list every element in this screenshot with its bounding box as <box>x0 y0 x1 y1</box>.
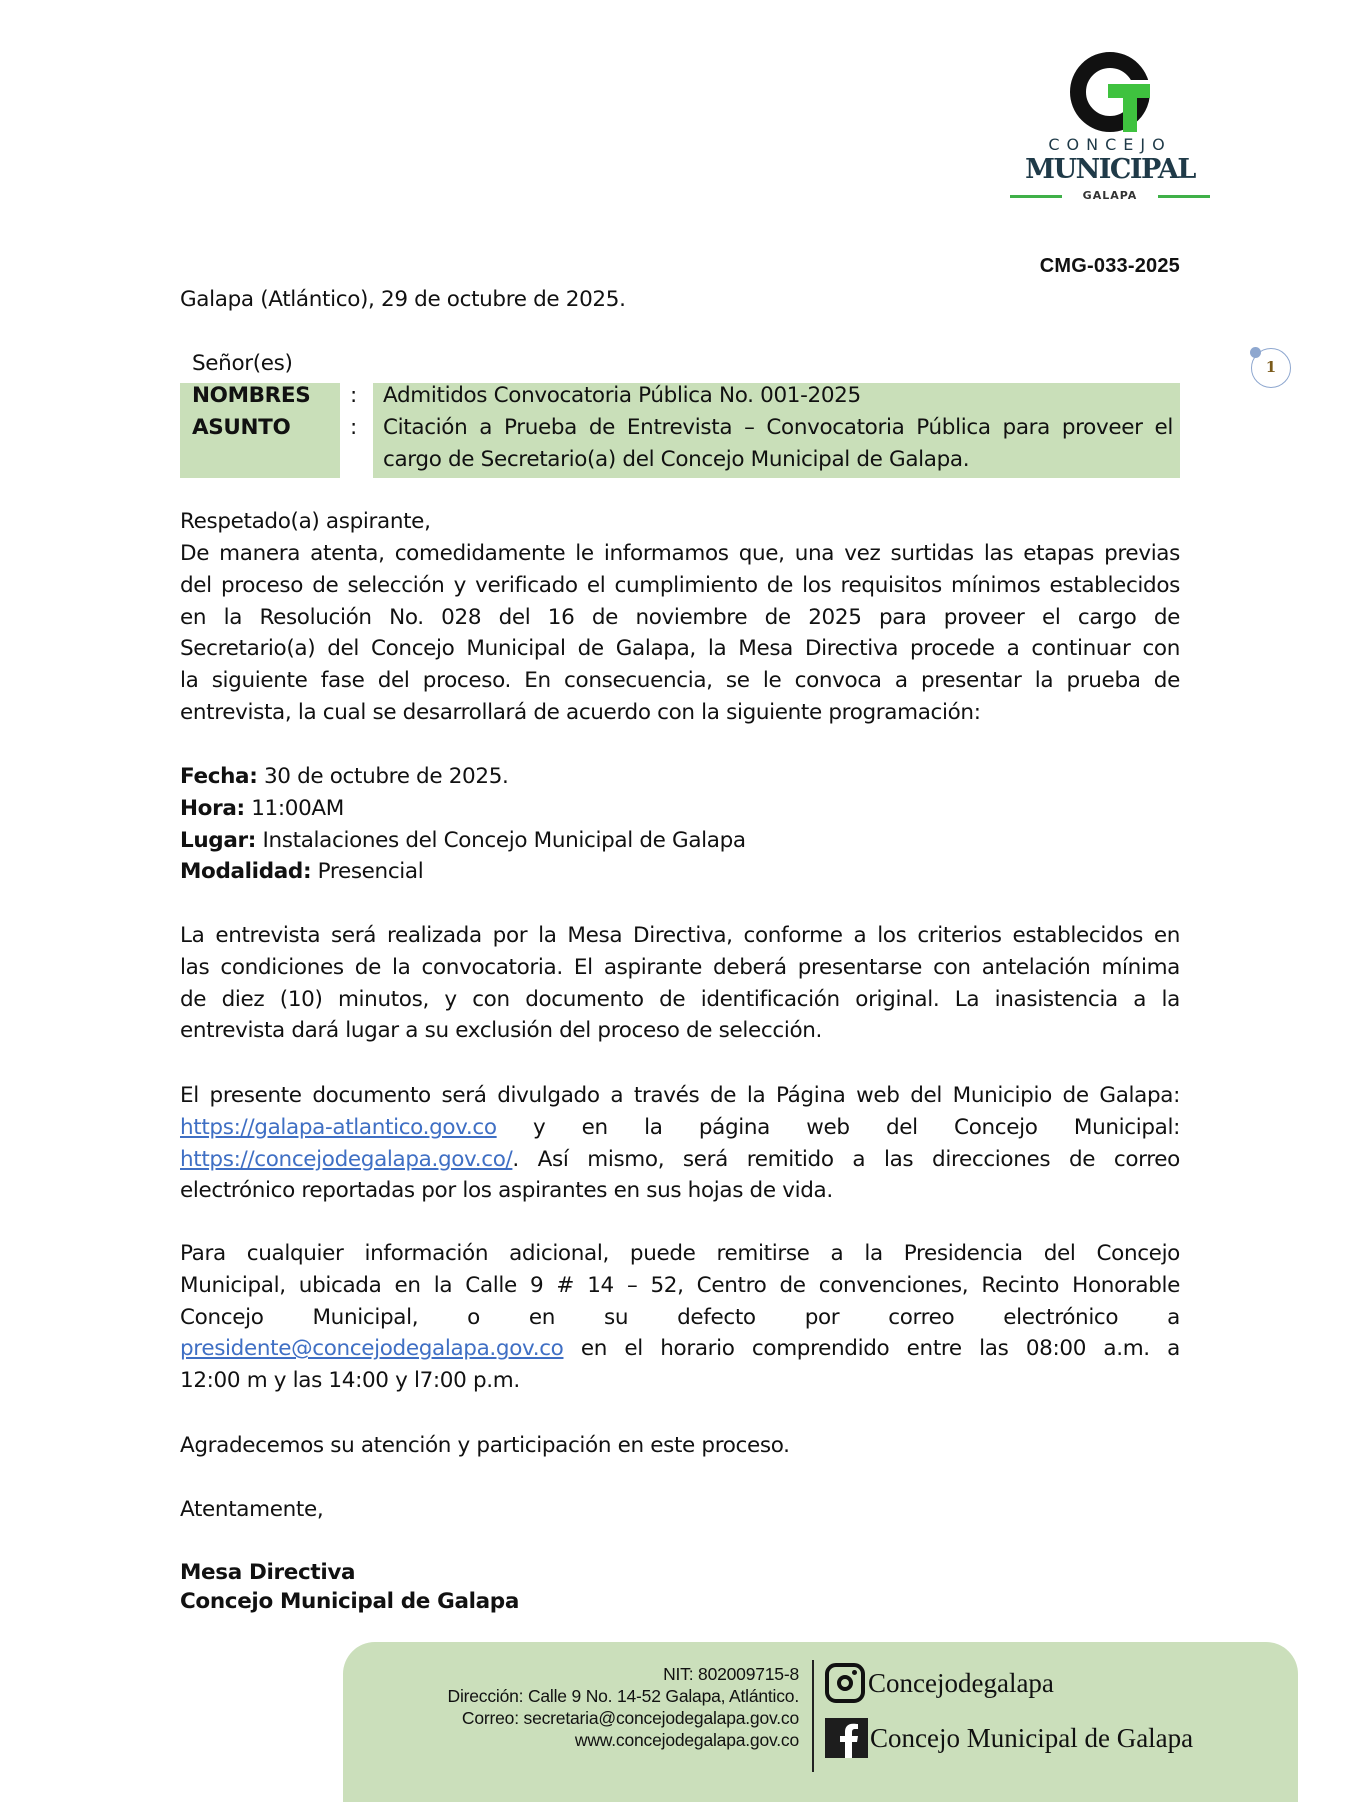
publication-line <box>180 1112 1180 1144</box>
logo-text-municipal: MUNICIPAL <box>1025 154 1195 185</box>
label-asunto: ASUNTO <box>192 415 291 440</box>
footer-divider <box>812 1660 814 1772</box>
signature-line: Concejo Municipal de Galapa <box>180 1589 519 1614</box>
interview-line: entrevista dará lugar a su exclusión del proceso de selección. <box>180 1018 823 1044</box>
schedule-label: Fecha: <box>180 764 258 789</box>
intro-line: la siguiente fase del proceso. En consecuencia, se le convoca a presentar la prueba de <box>180 668 1180 694</box>
instagram-handle: Concejodegalapa <box>868 1668 1054 1698</box>
interview-line: La entrevista será realizada por la Mesa Directiva, conforme a los criterios establecidos en <box>180 923 1180 948</box>
schedule-item-fecha <box>180 761 746 793</box>
publication-text: . Así mismo, será remitido a las direcciones de correo <box>512 1146 1180 1172</box>
intro-line: del proceso de selección y verificado el cumplimiento de los requisitos mínimos establecidos <box>180 572 1180 598</box>
thanks-text: Agradecemos su atención y participación en este proceso. <box>180 1433 790 1458</box>
publication-text: y en la página web del Concejo Municipal: <box>496 1114 1180 1140</box>
logo-g-green-stem <box>1123 84 1137 132</box>
contact-paragraph <box>180 1238 1180 1397</box>
schedule-label: Modalidad: <box>180 859 312 885</box>
footer-email: Correo: secretaria@concejodegalapa.gov.co <box>461 1708 799 1728</box>
schedule-value: Instalaciones del Concejo Municipal de Galapa <box>256 827 746 853</box>
value-asunto: Citación a Prueba de Entrevista – Convocatoria Pública para proveer el cargo de Secretario(a) del Concejo Municipal de Galapa. <box>383 415 1173 472</box>
document-code: CMG-033-2025 <box>1039 255 1180 277</box>
publication-line: electrónico reportadas por los aspirantes en sus hojas de vida. <box>180 1178 833 1204</box>
contact-line: Municipal, ubicada en la Calle 9 # 14 – 52, Centro de convenciones, Recinto Honorable <box>180 1272 1180 1298</box>
contact-line: Para cualquier información adicional, puede remitirse a la Presidencia del Concejo <box>180 1241 1180 1266</box>
logo-rule-left <box>1010 195 1062 198</box>
link-galapa-atlantico[interactable]: https://galapa-atlantico.gov.co <box>180 1114 497 1140</box>
footer-contact-info <box>448 1663 800 1751</box>
facebook-icon <box>825 1718 868 1758</box>
facebook-link[interactable] <box>825 1718 1193 1758</box>
contact-line: Concejo Municipal, o en su defecto por correo electrónico a <box>180 1304 1180 1330</box>
intro-line: en la Resolución No. 028 del 16 de noviembre de 2025 para proveer el cargo de <box>180 604 1180 630</box>
closing-text: Atentamente, <box>180 1497 324 1522</box>
intro-paragraph <box>180 538 1180 729</box>
separator: : <box>350 383 357 408</box>
interview-line: las condiciones de la convocatoria. El aspirante deberá presentarse con antelación mínima <box>180 954 1180 980</box>
concejo-logo <box>1010 48 1210 212</box>
schedule-item-lugar <box>180 825 746 857</box>
intro-line: De manera atenta, comedidamente le informamos que, una vez surtidas las etapas previas <box>180 541 1180 566</box>
instagram-icon <box>825 1663 865 1703</box>
intro-line: Secretario(a) del Concejo Municipal de Galapa, la Mesa Directiva procede a continuar con <box>180 636 1180 662</box>
schedule-value: Presencial <box>311 859 424 885</box>
schedule-value: 30 de octubre de 2025. <box>257 764 509 789</box>
schedule-value: 11:00AM <box>244 795 344 821</box>
logo-rule-right <box>1158 195 1210 198</box>
email-presidente-link[interactable]: presidente@concejodegalapa.gov.co <box>180 1336 564 1362</box>
logo-text-galapa: GALAPA <box>1082 189 1138 202</box>
facebook-page: Concejo Municipal de Galapa <box>870 1723 1194 1753</box>
greeting: Respetado(a) aspirante, <box>180 509 431 534</box>
footer-website: www.concejodegalapa.gov.co <box>574 1730 799 1750</box>
salutation-label: Señor(es) <box>192 351 293 376</box>
interview-paragraph <box>180 920 1180 1047</box>
badge-dot-icon <box>1250 347 1261 358</box>
publication-paragraph <box>180 1080 1180 1207</box>
schedule-item-modalidad <box>180 856 746 888</box>
instagram-link[interactable] <box>825 1663 1054 1703</box>
interview-line: de diez (10) minutos, y con documento de identificación original. La inasistencia a la <box>180 986 1180 1012</box>
page-number: 1 <box>1265 358 1277 376</box>
schedule-label: Hora: <box>180 795 245 821</box>
contact-text: en el horario comprendido entre las 08:00 a.m. a <box>563 1336 1180 1362</box>
publication-line: El presente documento será divulgado a través de la Página web del Municipio de Galapa: <box>180 1083 1180 1108</box>
page-number-badge <box>1251 348 1291 388</box>
separator: : <box>350 415 357 440</box>
schedule-item-hora <box>180 793 746 825</box>
footer-nit: NIT: 802009715-8 <box>663 1664 799 1684</box>
publication-line <box>180 1144 1180 1176</box>
value-nombres: Admitidos Convocatoria Pública No. 001-2025 <box>383 383 861 408</box>
contact-line <box>180 1333 1180 1365</box>
logo-text-concejo: CONCEJO <box>1048 135 1172 154</box>
footer-address: Dirección: Calle 9 No. 14-52 Galapa, Atlántico. <box>447 1686 799 1706</box>
intro-line: entrevista, la cual se desarrollará de acuerdo con la siguiente programación: <box>180 699 981 725</box>
signature-block <box>180 1558 519 1616</box>
label-nombres: NOMBRES <box>192 383 311 408</box>
place-date: Galapa (Atlántico), 29 de octubre de 2025. <box>180 287 626 312</box>
schedule-list <box>180 761 746 888</box>
schedule-label: Lugar: <box>180 827 257 853</box>
signature-line: Mesa Directiva <box>180 1560 356 1585</box>
contact-line: 12:00 m y las 14:00 y l7:00 p.m. <box>180 1368 520 1394</box>
link-concejo-galapa[interactable]: https://concejodegalapa.gov.co/ <box>180 1146 513 1172</box>
